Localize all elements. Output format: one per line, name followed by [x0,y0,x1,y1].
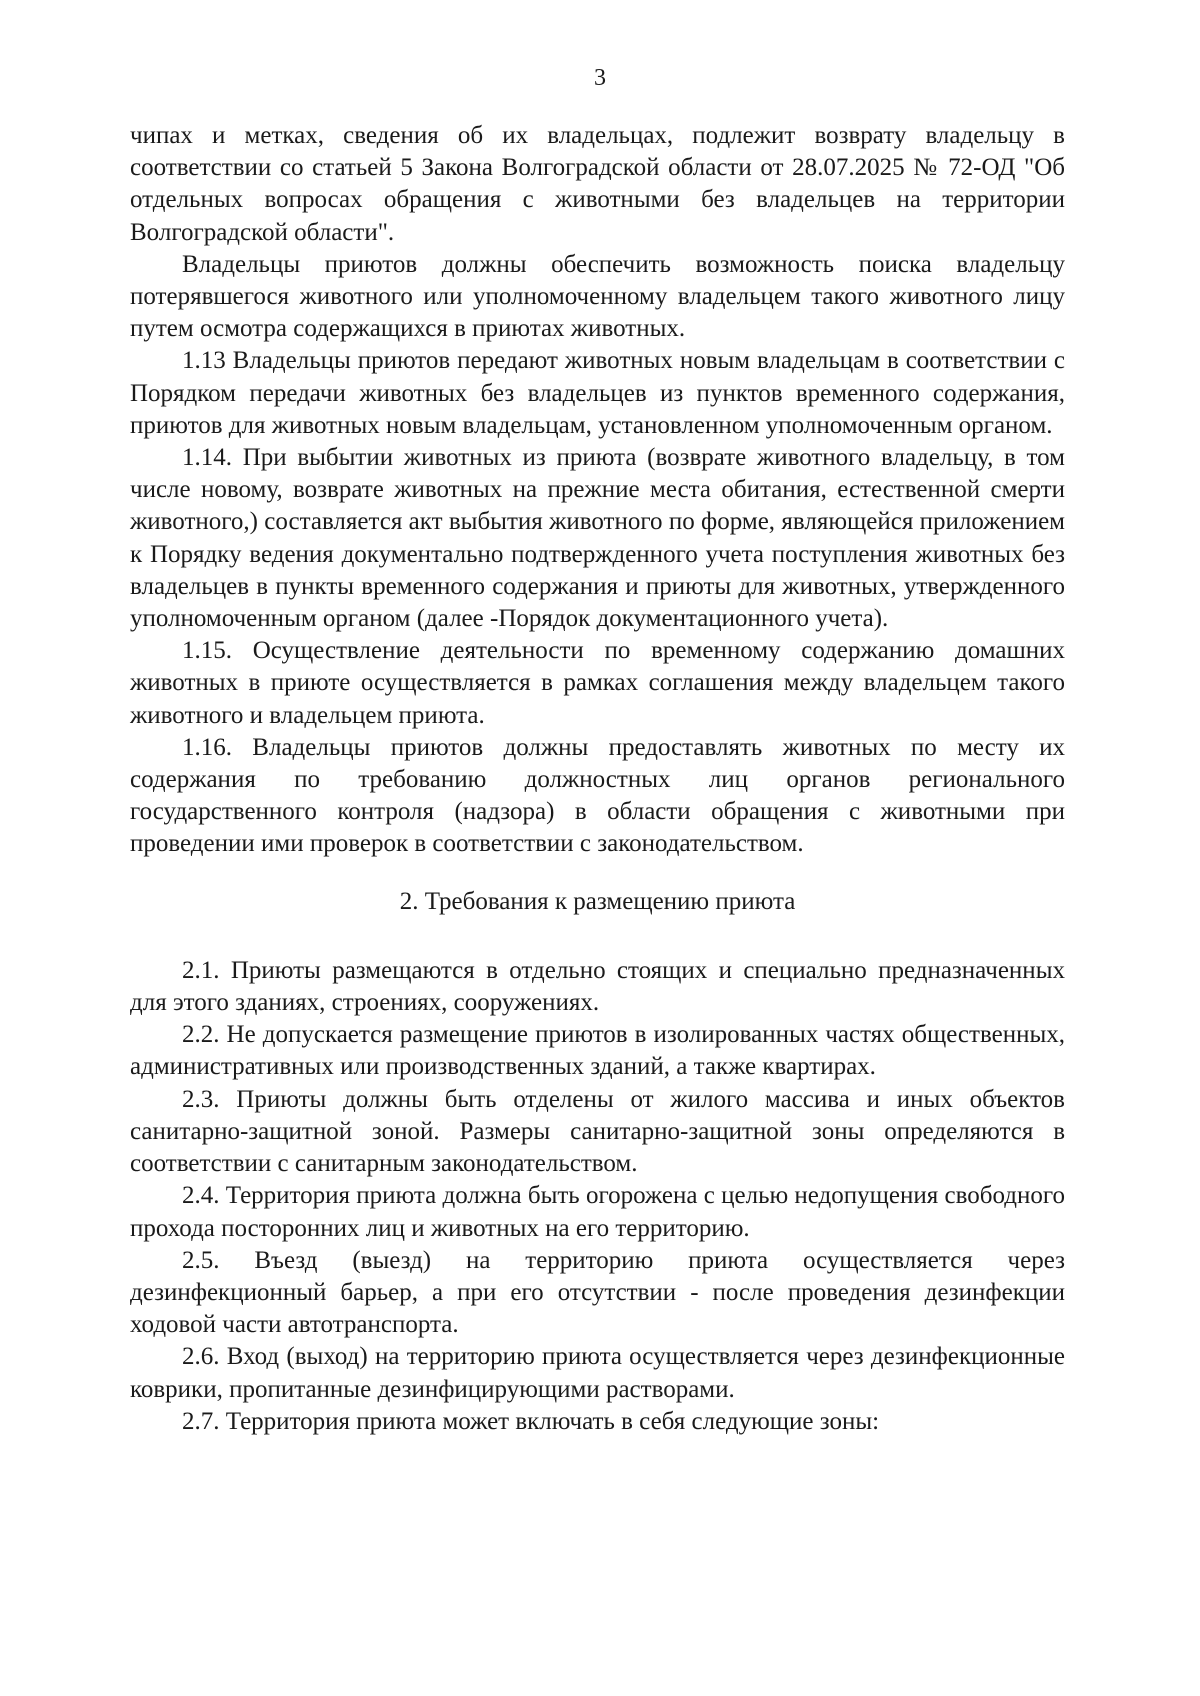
document-body [130,120,1065,1438]
paragraph-2-6: 2.6. Вход (выход) на территорию приюта осуществляется через дезинфекционные коврики, пропитанные дезинфицирующими растворами. [130,1343,1065,1403]
paragraph-continuation: чипах и метках, сведения об их владельцах, подлежит возврату владельцу в соответствии со статьей 5 Закона Волгоградской области от 28.07.2025 № 72-ОД "Об отдельных вопросах обращения с животными без владельцев на территории Волгоградской области". [130,122,1065,246]
paragraph-2-7: 2.7. Территория приюта может включать в себя следующие зоны: [182,1407,880,1435]
paragraph-2-5: 2.5. Въезд (выезд) на территорию приюта осуществляется через дезинфекционный барьер, а при его отсутствии - после проведения дезинфекции ходовой части автотранспорта. [130,1246,1065,1339]
paragraph: Владельцы приютов должны обеспечить возможность поиска владельцу потерявшегося животного или уполномоченному владельцем такого животного лицу путем осмотра содержащихся в приютах животных. [130,250,1065,343]
paragraph-2-3: 2.3. Приюты должны быть отделены от жилого массива и иных объектов санитарно-защитной зоной. Размеры санитарно-защитной зоны определяются в соответствии с санитарным законодательством. [130,1085,1065,1178]
paragraph-2-1: 2.1. Приюты размещаются в отдельно стоящих и специально предназначенных для этого зданиях, строениях, сооружениях. [130,956,1065,1017]
section-heading: 2. Требования к размещению приюта [399,887,796,915]
page-number: 3 [594,65,606,91]
paragraph-1-16: 1.16. Владельцы приютов должны предоставлять животных по месту их содержания по требованию должностных лиц органов регионального государственного контроля (надзора) в области обращения с животными при проведении ими проверок в соответствии с законодательством. [130,733,1065,858]
paragraph-2-2: 2.2. Не допускается размещение приютов в изолированных частях общественных, административных или производственных зданий, а также квартирах. [130,1021,1065,1081]
paragraph-1-14: 1.14. При выбытии животных из приюта (возврате животного владельцу, в том числе новому, возврате животных на прежние места обитания, естественной смерти животного,) составляется акт выбытия животного по форме, являющейся приложением к Порядку ведения документально подтвержденного учета поступления животных без владельцев в пункты временного содержания и приюты для животных, утвержденного уполномоченным органом (далее -Порядок документационного учета). [130,444,1065,633]
paragraph-2-4: 2.4. Территория приюта должна быть огорожена с целью недопущения свободного прохода посторонних лиц и животных на его территорию. [130,1182,1065,1242]
paragraph-1-15: 1.15. Осуществление деятельности по временному содержанию домашних животных в приюте осуществляется в рамках соглашения между владельцем такого животного и владельцем приюта. [130,637,1065,729]
paragraph-1-13: 1.13 Владельцы приютов передают животных новым владельцам в соответствии с Порядком передачи животных без владельцев из пунктов временного содержания, приютов для животных новым владельцам, установленном уполномоченным органом. [130,347,1065,439]
